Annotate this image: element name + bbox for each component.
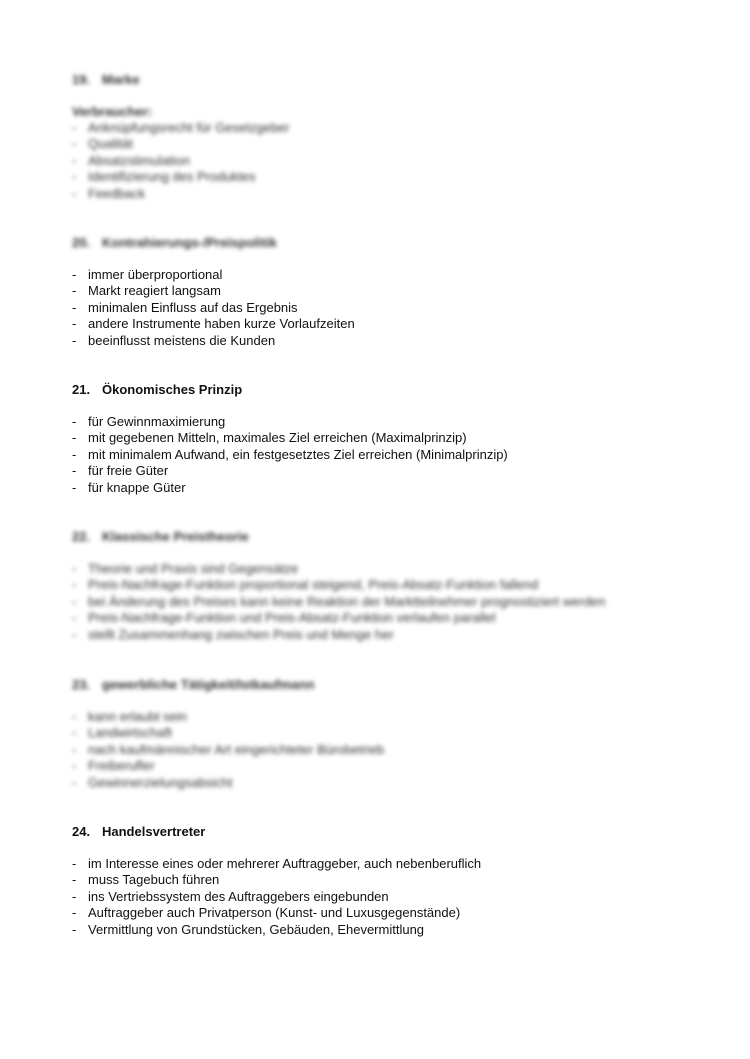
bullet-list bbox=[72, 709, 712, 791]
section-21 bbox=[72, 382, 712, 496]
bullet-dash: - bbox=[72, 152, 77, 168]
bullet-dash: - bbox=[72, 463, 77, 479]
list-item: - Landwirtschaft bbox=[72, 725, 172, 741]
bullet-dash: - bbox=[72, 872, 77, 888]
bullet-dash: - bbox=[72, 479, 77, 495]
bullet-dash: - bbox=[72, 316, 77, 332]
list-item: - Identifizierung des Produktes bbox=[72, 169, 256, 185]
list-item: - muss Tagebuch führen bbox=[72, 872, 220, 888]
list-item: - Anknüpfungsrecht für Gesetzgeber bbox=[72, 120, 290, 135]
list-item: - Theorie und Praxis sind Gegensätze bbox=[72, 561, 299, 576]
section-22 bbox=[72, 529, 712, 643]
list-item: - Preis-Nachfrage-Funktion proportional steigend, Preis-Absatz-Funktion fallend bbox=[72, 577, 539, 593]
bullet-list bbox=[72, 267, 712, 349]
list-item: - immer überproportional bbox=[72, 267, 223, 282]
bullet-dash: - bbox=[72, 267, 77, 282]
bullet-dash: - bbox=[72, 905, 77, 921]
bullet-dash: - bbox=[72, 136, 77, 152]
bullet-dash: - bbox=[72, 725, 77, 741]
list-item: - Auftraggeber auch Privatperson (Kunst- und Luxusgegenstände) bbox=[72, 905, 461, 921]
bullet-dash: - bbox=[72, 774, 77, 790]
list-item: - für freie Güter bbox=[72, 463, 169, 479]
bullet-dash: - bbox=[72, 888, 77, 904]
bullet-dash: - bbox=[72, 610, 77, 626]
section-title: gewerbliche Tätigkeit/Istkaufmann bbox=[102, 677, 315, 692]
bullet-list bbox=[72, 414, 712, 496]
bullet-dash: - bbox=[72, 921, 77, 937]
bullet-dash: - bbox=[72, 758, 77, 774]
bullet-dash: - bbox=[72, 299, 77, 315]
bullet-dash: - bbox=[72, 709, 77, 724]
bullet-dash: - bbox=[72, 626, 77, 642]
bullet-dash: - bbox=[72, 561, 77, 576]
section-heading bbox=[72, 529, 712, 545]
list-item: - Qualität bbox=[72, 136, 133, 152]
section-title: Ökonomisches Prinzip bbox=[102, 382, 243, 397]
list-item: - für Gewinnmaximierung bbox=[72, 414, 226, 429]
bullet-dash: - bbox=[72, 741, 77, 757]
list-item: - Feedback bbox=[72, 185, 146, 201]
section-23 bbox=[72, 677, 712, 791]
bullet-list bbox=[72, 561, 712, 643]
bullet-dash: - bbox=[72, 414, 77, 429]
bullet-list bbox=[72, 856, 712, 938]
list-item: - mit minimalem Aufwand, ein festgesetztes Ziel erreichen (Minimalprinzip) bbox=[72, 446, 508, 462]
section-heading bbox=[72, 824, 712, 840]
section-20 bbox=[72, 235, 712, 349]
bullet-dash: - bbox=[72, 283, 77, 299]
bullet-dash: - bbox=[72, 185, 77, 201]
bullet-dash: - bbox=[72, 430, 77, 446]
list-item: - Markt reagiert langsam bbox=[72, 283, 221, 299]
bullet-dash: - bbox=[72, 446, 77, 462]
section-heading bbox=[72, 72, 712, 88]
section-19 bbox=[72, 72, 712, 202]
list-item: - nach kaufmännischer Art eingerichteter Bürobetrieb bbox=[72, 741, 385, 757]
bullet-list bbox=[72, 120, 712, 202]
section-subheading: Verbraucher: bbox=[72, 104, 153, 119]
bullet-dash: - bbox=[72, 577, 77, 593]
list-item: - bei Änderung des Preises kann keine Reaktion der Marktteilnehmer prognostiziert werden bbox=[72, 593, 606, 609]
section-number: 20. bbox=[72, 235, 91, 250]
section-24 bbox=[72, 824, 712, 938]
list-item: - Preis-Nachfrage-Funktion und Preis-Absatz-Funktion verlaufen parallel bbox=[72, 610, 496, 626]
bullet-dash: - bbox=[72, 856, 77, 871]
list-item: - ins Vertriebssystem des Auftraggebers eingebunden bbox=[72, 888, 389, 904]
list-item: - kann erlaubt sein bbox=[72, 709, 188, 724]
list-item: - Absatzstimulation bbox=[72, 152, 190, 168]
section-number: 19. bbox=[72, 72, 91, 87]
list-item: - im Interesse eines oder mehrerer Auftraggeber, auch nebenberuflich bbox=[72, 856, 482, 871]
section-number: 21. bbox=[72, 382, 91, 397]
section-number: 23. bbox=[72, 677, 91, 692]
list-item: - beeinflusst meistens die Kunden bbox=[72, 332, 276, 348]
list-item: - Gewinnerzielungsabsicht bbox=[72, 774, 233, 790]
section-number: 24. bbox=[72, 824, 91, 839]
list-item: - andere Instrumente haben kurze Vorlaufzeiten bbox=[72, 316, 355, 332]
section-title: Handelsvertreter bbox=[102, 824, 206, 839]
section-heading bbox=[72, 235, 712, 251]
bullet-dash: - bbox=[72, 332, 77, 348]
section-title: Klassische Preistheorie bbox=[102, 529, 249, 544]
section-title: Kontrahierungs-/Preispolitik bbox=[102, 235, 277, 250]
list-item: - Vermittlung von Grundstücken, Gebäuden, Ehevermittlung bbox=[72, 921, 425, 937]
list-item: - stellt Zusammenhang zwischen Preis und Menge her bbox=[72, 626, 394, 642]
bullet-dash: - bbox=[72, 169, 77, 185]
list-item: - minimalen Einfluss auf das Ergebnis bbox=[72, 299, 298, 315]
section-heading bbox=[72, 382, 712, 398]
section-title: Marke bbox=[102, 72, 140, 87]
bullet-dash: - bbox=[72, 120, 77, 135]
bullet-dash: - bbox=[72, 593, 77, 609]
section-number: 22. bbox=[72, 529, 91, 544]
list-item: - für knappe Güter bbox=[72, 479, 186, 495]
list-item: - mit gegebenen Mitteln, maximales Ziel erreichen (Maximalprinzip) bbox=[72, 430, 467, 446]
section-heading bbox=[72, 677, 712, 693]
list-item: - Freiberufler bbox=[72, 758, 155, 774]
